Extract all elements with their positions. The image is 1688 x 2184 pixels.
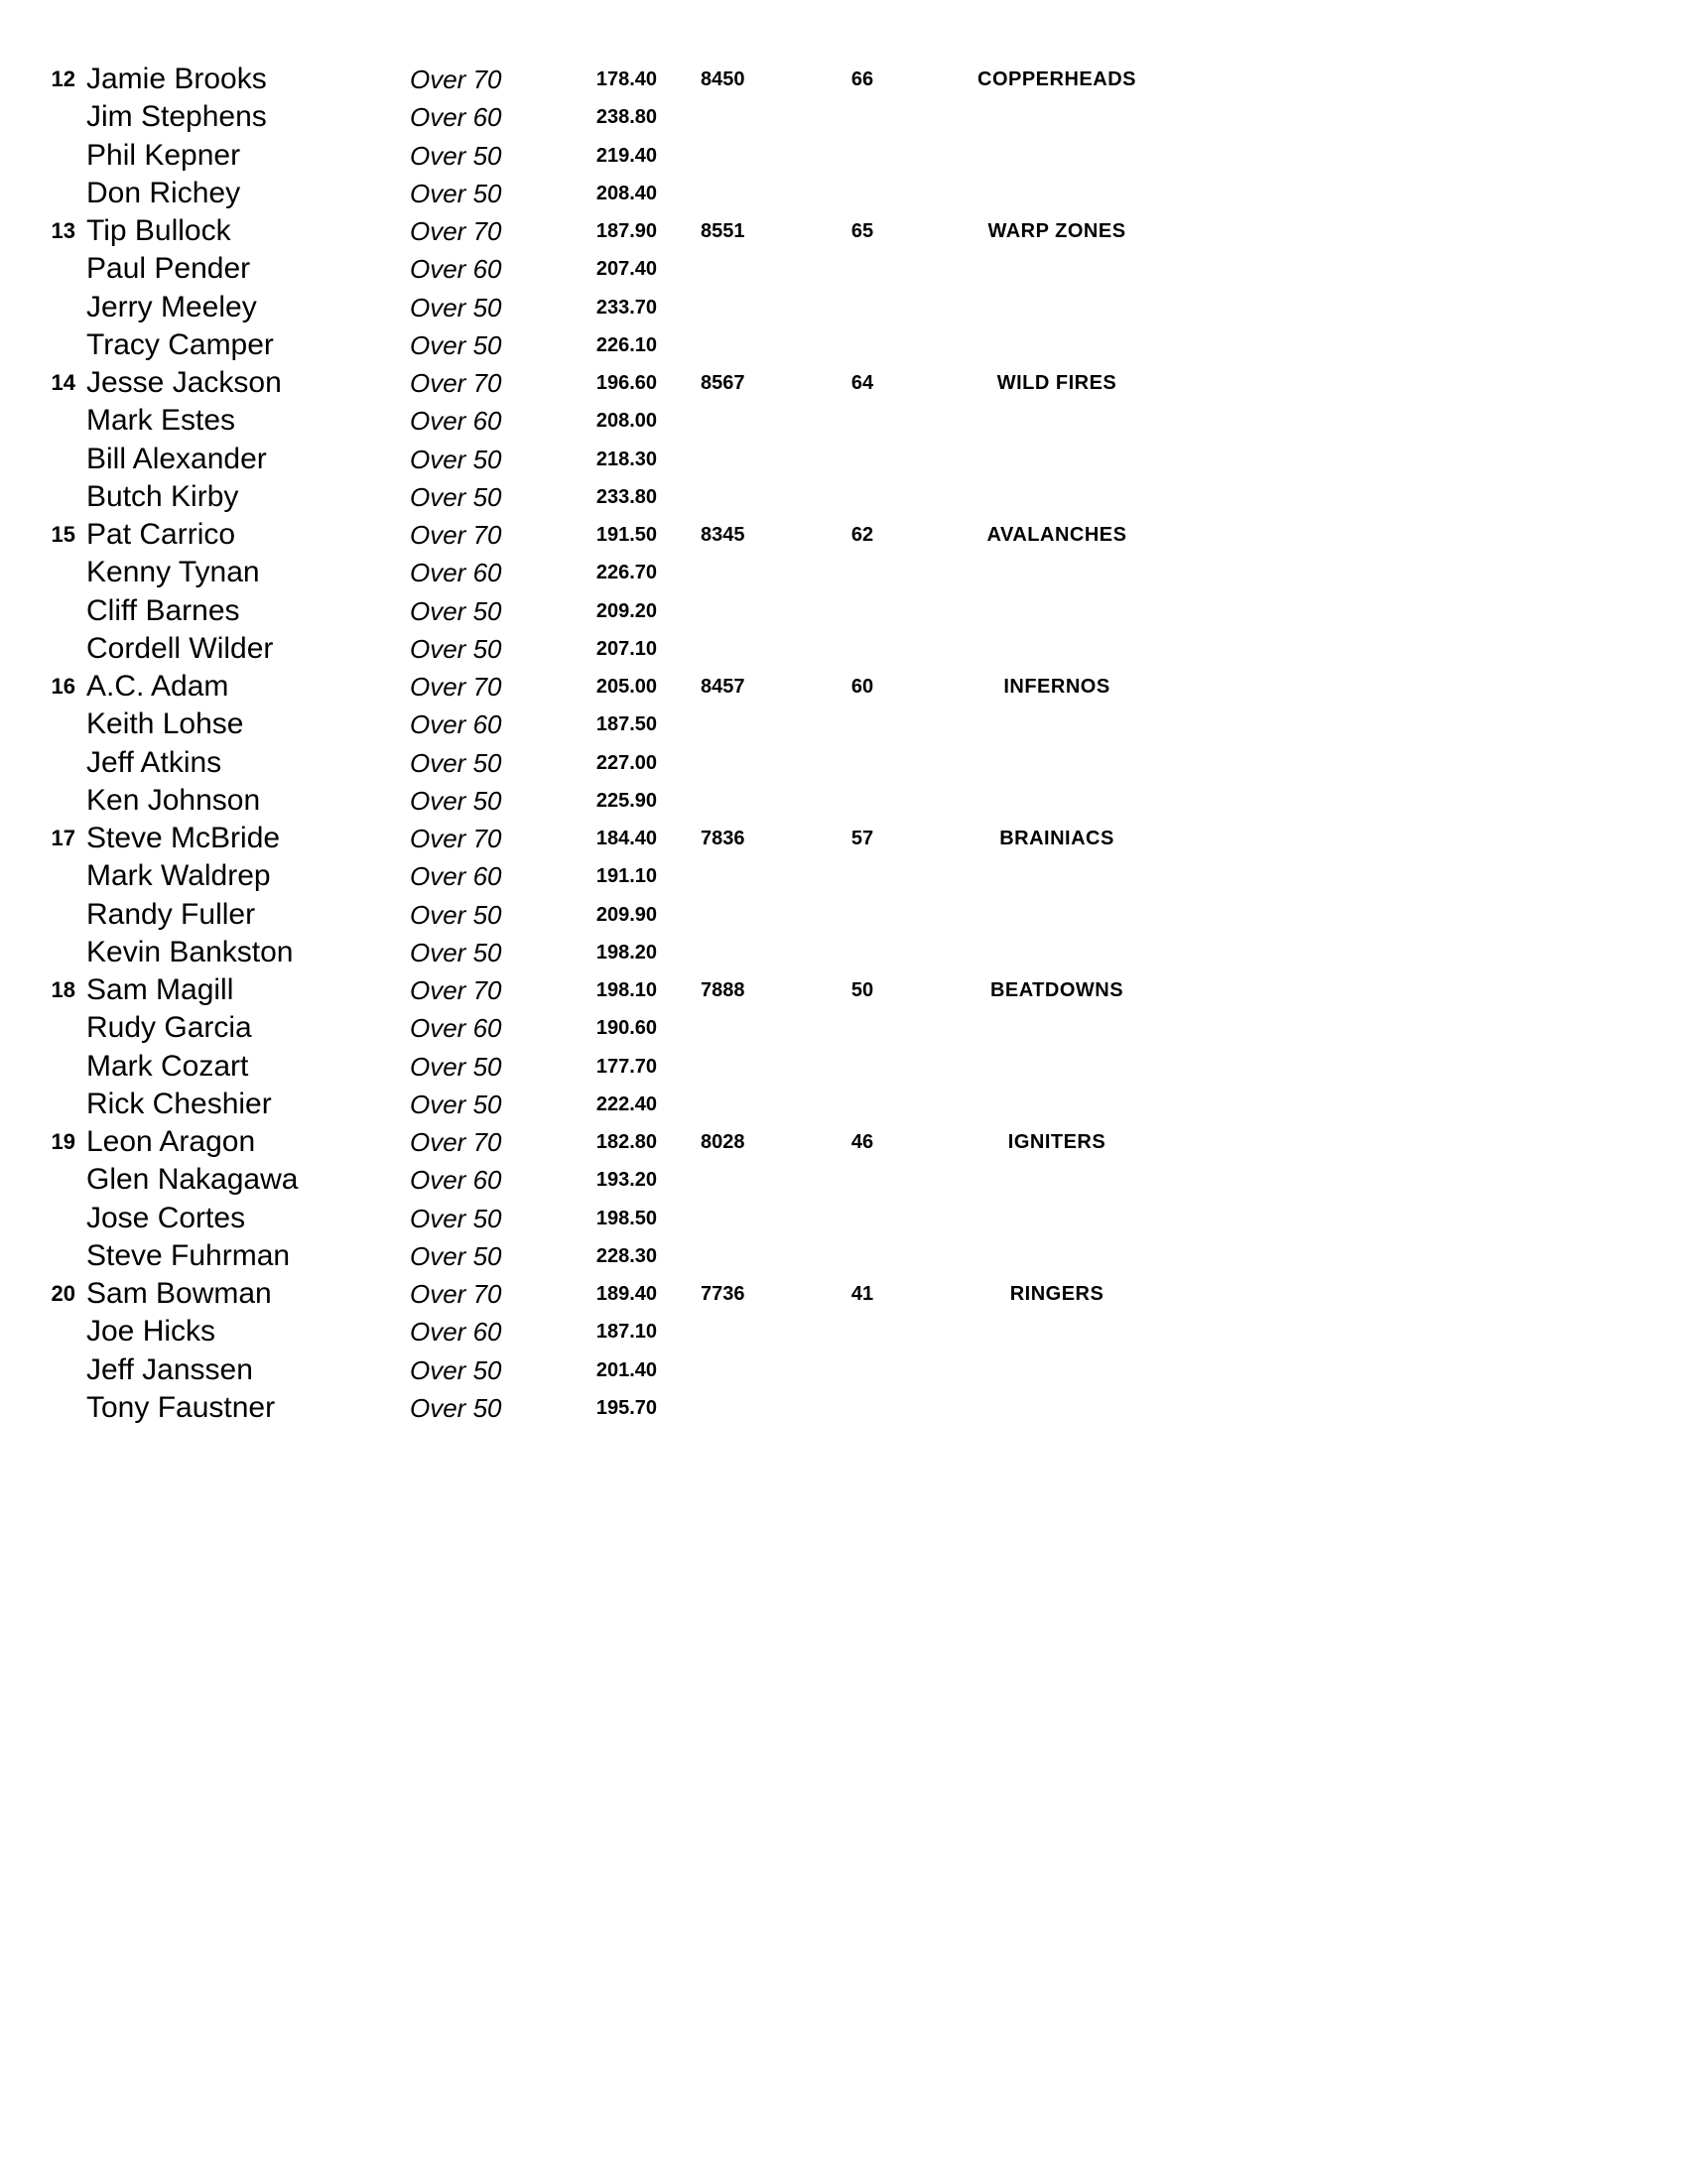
player-division: Over 50: [410, 1089, 502, 1119]
player-division: Over 70: [410, 975, 502, 1005]
team-name: IGNITERS: [1007, 1131, 1106, 1153]
team-rank: 18: [51, 977, 75, 1002]
player-division: Over 50: [410, 1240, 502, 1271]
team-rank: 13: [51, 218, 75, 243]
player-name: Paul Pender: [86, 252, 251, 286]
team-rank: 12: [51, 66, 75, 91]
player-average: 189.40: [595, 1283, 657, 1305]
team-points: 62: [850, 524, 874, 546]
player-name: Jeff Atkins: [86, 745, 222, 779]
player-row: [0, 289, 1688, 326]
team-name: WARP ZONES: [987, 220, 1126, 242]
player-row: [0, 61, 1688, 98]
player-name: Jeff Janssen: [86, 1352, 253, 1386]
player-division: Over 50: [410, 140, 502, 171]
player-division: Over 70: [410, 824, 502, 853]
player-division: Over 50: [410, 329, 502, 360]
player-average: 218.30: [595, 448, 657, 470]
player-division: Over 60: [410, 1013, 502, 1044]
player-average: 219.40: [595, 144, 657, 167]
team-total: 8028: [701, 1131, 745, 1153]
team-points: 57: [850, 828, 874, 849]
player-average: 205.00: [595, 676, 657, 698]
player-average: 227.00: [595, 751, 657, 774]
player-name: Mark Cozart: [86, 1049, 249, 1083]
player-row: [0, 1313, 1688, 1350]
player-division: Over 50: [410, 1392, 502, 1423]
player-row: [0, 1009, 1688, 1047]
player-row: [0, 516, 1688, 554]
player-name: Bill Alexander: [86, 442, 267, 475]
player-row: [0, 402, 1688, 440]
player-average: 209.90: [595, 903, 657, 926]
player-division: Over 70: [410, 1127, 502, 1157]
player-division: Over 50: [410, 633, 502, 664]
team-total: 8551: [701, 220, 745, 242]
player-average: 198.10: [595, 979, 657, 1001]
player-row: [0, 1123, 1688, 1161]
team-rank: 14: [51, 370, 75, 395]
player-name: Don Richey: [86, 176, 241, 209]
player-name: Kevin Bankston: [86, 935, 294, 968]
player-division: Over 70: [410, 1279, 502, 1309]
player-name: Pat Carrico: [86, 518, 236, 551]
player-name: Butch Kirby: [86, 479, 239, 513]
player-division: Over 60: [410, 1317, 502, 1348]
player-name: Cliff Barnes: [86, 593, 240, 627]
team-name: INFERNOS: [1003, 676, 1110, 698]
player-name: Jerry Meeley: [86, 290, 257, 323]
player-row: [0, 668, 1688, 706]
player-division: Over 50: [410, 785, 502, 816]
player-division: Over 70: [410, 520, 502, 550]
player-name: Kenny Tynan: [86, 556, 260, 589]
team-rank: 16: [51, 674, 75, 699]
player-row: [0, 1389, 1688, 1427]
player-division: Over 50: [410, 899, 502, 930]
team-name: COPPERHEADS: [977, 68, 1136, 90]
player-average: 178.40: [595, 68, 657, 90]
player-row: [0, 1048, 1688, 1086]
player-division: Over 60: [410, 254, 502, 285]
player-row: [0, 1275, 1688, 1313]
player-average: 198.50: [595, 1207, 657, 1229]
player-division: Over 70: [410, 64, 502, 94]
player-name: Phil Kepner: [86, 138, 241, 172]
player-name: Jim Stephens: [86, 100, 267, 134]
player-average: 184.40: [595, 828, 657, 849]
team-rank: 15: [51, 522, 75, 547]
team-rank: 17: [51, 826, 75, 850]
team-points: 64: [850, 372, 874, 394]
player-name: Tip Bullock: [86, 214, 231, 247]
player-average: 191.50: [595, 524, 657, 546]
player-division: Over 50: [410, 1203, 502, 1233]
player-average: 196.60: [595, 372, 657, 394]
player-name: Randy Fuller: [86, 897, 256, 931]
player-row: [0, 250, 1688, 288]
player-average: 207.10: [595, 637, 657, 660]
player-row: [0, 175, 1688, 212]
team-total: 8457: [701, 676, 745, 698]
player-name: Jamie Brooks: [86, 63, 267, 95]
player-row: [0, 630, 1688, 668]
player-name: Sam Bowman: [86, 1277, 272, 1310]
standings-sheet: [0, 61, 1688, 1427]
player-row: [0, 934, 1688, 971]
team-rank: 20: [51, 1281, 75, 1306]
team-group: [0, 364, 1688, 516]
player-row: [0, 364, 1688, 402]
player-row: [0, 1161, 1688, 1199]
team-name: RINGERS: [1009, 1283, 1104, 1305]
player-division: Over 50: [410, 444, 502, 474]
player-average: 222.40: [595, 1092, 657, 1115]
player-row: [0, 706, 1688, 743]
player-row: [0, 744, 1688, 782]
player-average: 207.40: [595, 258, 657, 281]
player-row: [0, 326, 1688, 364]
player-average: 198.20: [595, 941, 657, 964]
team-group: [0, 516, 1688, 668]
player-average: 209.20: [595, 599, 657, 622]
player-division: Over 60: [410, 406, 502, 437]
player-row: [0, 896, 1688, 934]
player-division: Over 60: [410, 1165, 502, 1196]
player-name: Mark Estes: [86, 404, 236, 438]
player-name: Steve McBride: [86, 822, 281, 854]
player-row: [0, 98, 1688, 136]
player-name: Jose Cortes: [86, 1201, 246, 1234]
player-division: Over 50: [410, 178, 502, 208]
player-average: 195.70: [595, 1396, 657, 1419]
player-division: Over 60: [410, 102, 502, 133]
player-average: 226.10: [595, 333, 657, 356]
player-division: Over 60: [410, 861, 502, 892]
player-division: Over 60: [410, 558, 502, 588]
team-points: 41: [850, 1283, 874, 1305]
team-name: BEATDOWNS: [989, 979, 1124, 1001]
player-division: Over 70: [410, 216, 502, 246]
team-group: [0, 1275, 1688, 1427]
player-average: 187.50: [595, 713, 657, 736]
player-row: [0, 857, 1688, 895]
team-points: 65: [850, 220, 874, 242]
player-average: 190.60: [595, 1017, 657, 1040]
player-name: Jesse Jackson: [86, 366, 282, 399]
player-average: 233.80: [595, 485, 657, 508]
player-row: [0, 137, 1688, 175]
player-division: Over 70: [410, 368, 502, 398]
player-name: Rick Cheshier: [86, 1087, 272, 1120]
player-division: Over 60: [410, 709, 502, 740]
player-row: [0, 820, 1688, 857]
player-division: Over 70: [410, 672, 502, 702]
player-average: 208.40: [595, 182, 657, 204]
player-name: Tracy Camper: [86, 327, 274, 361]
player-name: Sam Magill: [86, 973, 234, 1006]
team-total: 7836: [701, 828, 745, 849]
team-points: 50: [850, 979, 874, 1001]
player-average: 177.70: [595, 1055, 657, 1078]
player-name: Joe Hicks: [86, 1315, 216, 1349]
player-name: Ken Johnson: [86, 783, 261, 817]
player-division: Over 50: [410, 595, 502, 626]
player-row: [0, 441, 1688, 478]
team-group: [0, 61, 1688, 212]
player-name: Tony Faustner: [86, 1390, 276, 1424]
player-average: 193.20: [595, 1169, 657, 1192]
player-row: [0, 1237, 1688, 1275]
player-row: [0, 212, 1688, 250]
player-name: Mark Waldrep: [86, 859, 271, 893]
team-rank: 19: [51, 1129, 75, 1154]
player-average: 208.00: [595, 410, 657, 433]
player-row: [0, 782, 1688, 820]
player-average: 228.30: [595, 1244, 657, 1267]
player-division: Over 50: [410, 1354, 502, 1385]
player-division: Over 50: [410, 292, 502, 322]
player-row: [0, 1086, 1688, 1123]
team-total: 8567: [701, 372, 745, 394]
player-average: 226.70: [595, 562, 657, 584]
player-name: Keith Lohse: [86, 707, 244, 741]
player-average: 187.10: [595, 1321, 657, 1344]
team-name: BRAINIACS: [999, 828, 1114, 849]
team-group: [0, 971, 1688, 1123]
team-group: [0, 212, 1688, 364]
player-row: [0, 1200, 1688, 1237]
player-division: Over 50: [410, 747, 502, 778]
player-name: A.C. Adam: [86, 670, 229, 703]
player-name: Steve Fuhrman: [86, 1238, 291, 1272]
player-average: 187.90: [595, 220, 657, 242]
player-row: [0, 478, 1688, 516]
team-total: 8345: [701, 524, 745, 546]
team-group: [0, 668, 1688, 820]
team-total: 7736: [701, 1283, 745, 1305]
player-average: 191.10: [595, 865, 657, 888]
team-points: 60: [850, 676, 874, 698]
team-name: AVALANCHES: [986, 524, 1127, 546]
team-total: 8450: [701, 68, 745, 90]
player-division: Over 50: [410, 937, 502, 967]
player-average: 201.40: [595, 1358, 657, 1381]
team-points: 66: [850, 68, 874, 90]
player-division: Over 50: [410, 481, 502, 512]
team-total: 7888: [701, 979, 745, 1001]
player-row: [0, 1351, 1688, 1389]
team-name: WILD FIRES: [996, 372, 1117, 394]
team-group: [0, 1123, 1688, 1275]
team-points: 46: [850, 1131, 874, 1153]
player-average: 233.70: [595, 296, 657, 319]
player-name: Leon Aragon: [86, 1125, 256, 1158]
player-row: [0, 554, 1688, 591]
player-name: Rudy Garcia: [86, 1011, 252, 1045]
player-division: Over 50: [410, 1051, 502, 1082]
player-name: Glen Nakagawa: [86, 1163, 299, 1197]
player-average: 225.90: [595, 789, 657, 812]
player-row: [0, 971, 1688, 1009]
team-group: [0, 820, 1688, 971]
player-row: [0, 592, 1688, 630]
player-average: 238.80: [595, 106, 657, 129]
player-average: 182.80: [595, 1131, 657, 1153]
player-name: Cordell Wilder: [86, 631, 274, 665]
